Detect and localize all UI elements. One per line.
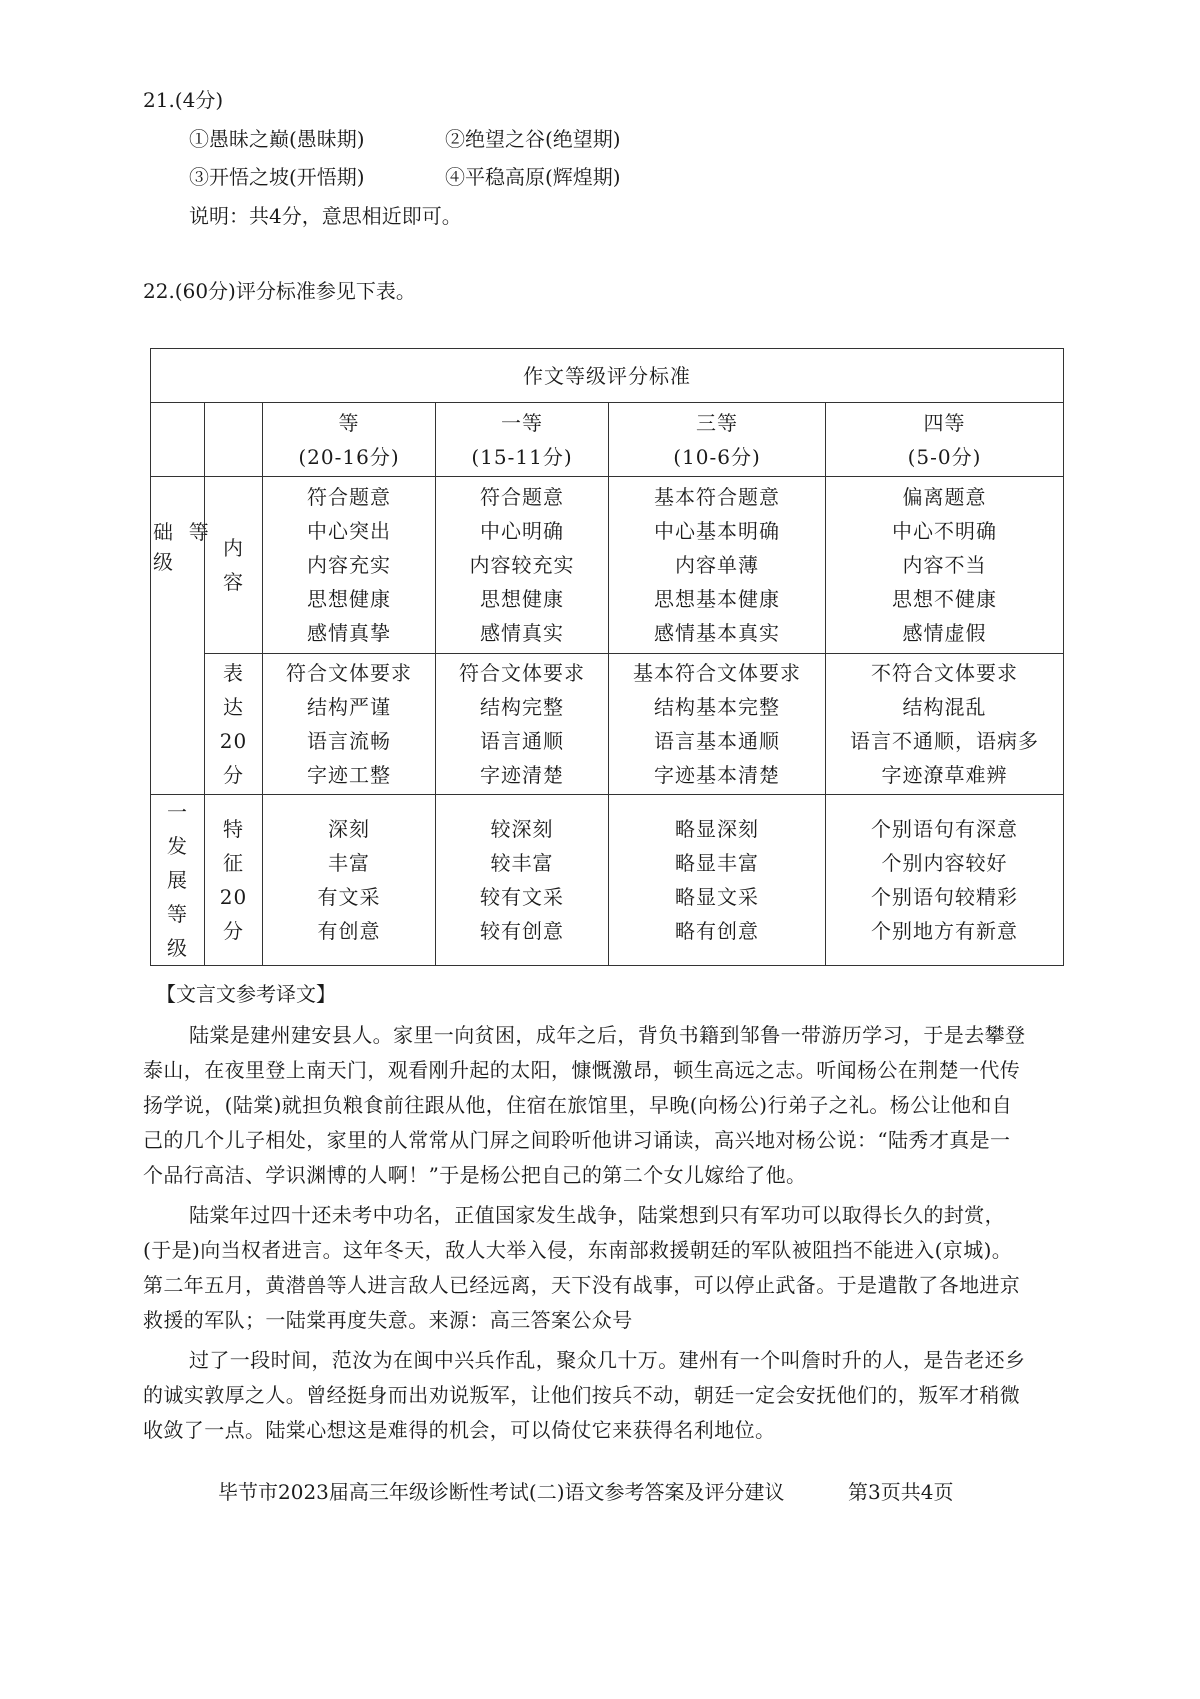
q21-item: ③开悟之坡(开悟期) xyxy=(189,165,365,189)
level-name: 三等 xyxy=(696,410,738,435)
label-char: 级 xyxy=(167,936,188,960)
content-cell xyxy=(826,477,1064,654)
level-range: (10-6分) xyxy=(673,444,761,469)
expression-cell xyxy=(609,654,826,795)
translation-line: 陆棠是建州建安县人。家里一向贫困，成年之后，背负书籍到邹鲁一带游历学习，于是去攀登 xyxy=(189,1023,1026,1047)
cell-line: 思想不健康 xyxy=(892,587,998,611)
cell-line: 符合文体要求 xyxy=(459,661,585,685)
label-char: 内 xyxy=(223,536,244,560)
translation-line: 己的几个儿子相处，家里的人常常从门屏之间聆听他讲习诵读，高兴地对杨公说：“陆秀才真是一 xyxy=(143,1128,1011,1152)
translation-line: 过了一段时间，范汝为在闽中兴兵作乱，聚众几十万。建州有一个叫詹时升的人，是告老还乡 xyxy=(189,1348,1026,1372)
level-header xyxy=(609,403,826,477)
cell-line: 思想健康 xyxy=(480,587,564,611)
cell-line: 符合文体要求 xyxy=(286,661,412,685)
cell-line: 基本符合题意 xyxy=(654,485,780,509)
label-char: 展 xyxy=(167,868,188,892)
basic-level-text: 础 等 xyxy=(153,520,210,544)
cell-line: 基本符合文体要求 xyxy=(633,661,801,685)
header-empty-cell xyxy=(205,403,263,477)
q22-heading: 22.(60分)评分标准参见下表。 xyxy=(143,279,416,303)
cell-line: 感情真实 xyxy=(480,621,564,645)
cell-line: 字迹清楚 xyxy=(480,763,564,787)
cell-line: 深刻 xyxy=(328,817,370,841)
label-char: 一 xyxy=(167,800,188,824)
cell-line: 感情虚假 xyxy=(902,621,987,645)
label-char: 20 xyxy=(219,885,248,909)
cell-line: 感情基本真实 xyxy=(654,621,780,645)
cell-line: 思想基本健康 xyxy=(654,587,780,611)
translation-heading: 【文言文参考译文】 xyxy=(156,982,336,1006)
cell-line: 字迹基本清楚 xyxy=(654,763,780,787)
translation-line: 陆棠年过四十还未考中功名，正值国家发生战争，陆棠想到只有军功可以取得长久的封赏， xyxy=(189,1203,1005,1227)
cell-line: 较深刻 xyxy=(490,817,554,841)
cell-line: 有文采 xyxy=(317,885,381,909)
cell-line: 符合题意 xyxy=(307,485,391,509)
translation-line: 救援的军队；一陆棠再度失意。来源：高三答案公众号 xyxy=(143,1308,633,1332)
cell-line: 中心明确 xyxy=(480,519,564,543)
level-header xyxy=(263,403,436,477)
cell-line: 字迹潦草难辨 xyxy=(881,763,1008,787)
cell-line: 略显深刻 xyxy=(675,817,759,841)
label-char: 表 xyxy=(223,661,244,685)
level-range: (5-0分) xyxy=(907,444,982,469)
label-char: 特 xyxy=(223,817,244,841)
cell-line: 思想健康 xyxy=(307,587,391,611)
cell-line: 略显文采 xyxy=(675,885,759,909)
cell-line: 较丰富 xyxy=(490,851,554,875)
level-range: (15-11分) xyxy=(471,444,573,469)
basic-level-text: 级 xyxy=(153,550,174,574)
level-name: 一等 xyxy=(501,410,543,435)
cell-line: 感情真挚 xyxy=(307,621,391,645)
cell-line: 有创意 xyxy=(317,919,381,943)
cell-line: 偏离题意 xyxy=(902,485,987,509)
q21-heading: 21.(4分) xyxy=(143,88,224,112)
expression-label xyxy=(205,654,263,795)
feature-cell xyxy=(609,795,826,966)
cell-line: 不符合文体要求 xyxy=(871,661,1019,685)
feature-label xyxy=(205,795,263,966)
translation-line: 收敛了一点。陆棠心想这是难得的机会，可以倚仗它来获得名利地位。 xyxy=(143,1418,776,1442)
cell-line: 个别语句较精彩 xyxy=(871,885,1019,909)
label-char: 发 xyxy=(167,834,188,858)
label-char: 分 xyxy=(223,763,244,787)
label-char: 征 xyxy=(223,851,244,875)
content-cell xyxy=(609,477,826,654)
cell-line: 中心突出 xyxy=(307,519,391,543)
cell-line: 略有创意 xyxy=(675,919,759,943)
cell-line: 字迹工整 xyxy=(307,763,391,787)
content-cell xyxy=(436,477,609,654)
cell-line: 符合题意 xyxy=(480,485,564,509)
cell-line: 内容不当 xyxy=(902,553,987,577)
q21-item: ④平稳高原(辉煌期) xyxy=(445,165,621,189)
q21-note: 说明：共4分，意思相近即可。 xyxy=(189,204,462,228)
label-char: 等 xyxy=(167,902,188,926)
footer-title: 毕节市2023届高三年级诊断性考试(二)语文参考答案及评分建议 xyxy=(218,1480,785,1504)
cell-line: 内容较充实 xyxy=(469,553,575,577)
cell-line: 语言基本通顺 xyxy=(654,729,780,753)
cell-line: 中心不明确 xyxy=(892,519,998,543)
translation-line: 扬学说，(陆棠)就担负粮食前往跟从他，住宿在旅馆里，早晚(向杨公)行弟子之礼。杨公让他和自 xyxy=(143,1093,1013,1117)
label-char: 分 xyxy=(223,919,244,943)
feature-cell xyxy=(263,795,436,966)
level-name: 四等 xyxy=(923,410,966,435)
cell-line: 略显丰富 xyxy=(675,851,759,875)
feature-cell xyxy=(436,795,609,966)
level-name: 等 xyxy=(338,410,360,435)
cell-line: 结构完整 xyxy=(480,695,564,719)
expression-cell xyxy=(826,654,1064,795)
cell-line: 语言流畅 xyxy=(307,729,391,753)
header-empty-cell xyxy=(151,403,205,477)
cell-line: 内容单薄 xyxy=(675,553,759,577)
cell-line: 语言通顺 xyxy=(480,729,564,753)
basic-level-label xyxy=(151,477,210,795)
translation-line: (于是)向当权者进言。这年冬天，敌人大举入侵，东南部救援朝廷的军队被阻挡不能进入(京城)。 xyxy=(143,1238,1013,1262)
cell-line: 中心基本明确 xyxy=(654,519,780,543)
cell-line: 结构严谨 xyxy=(307,695,391,719)
translation-line: 第二年五月，黄潜兽等人进言敌人已经远离，天下没有战事，可以停止武备。于是遣散了各地进京 xyxy=(143,1273,1021,1297)
cell-line: 语言不通顺，语病多 xyxy=(850,729,1040,753)
feature-cell xyxy=(826,795,1064,966)
grading-table xyxy=(150,348,1064,966)
label-char: 20 xyxy=(219,729,248,753)
expression-cell xyxy=(436,654,609,795)
development-level-label xyxy=(151,795,205,966)
q21-item: ②绝望之谷(绝望期) xyxy=(445,127,621,151)
content-cell xyxy=(263,477,436,654)
cell-line: 较有文采 xyxy=(480,885,564,909)
cell-line: 个别地方有新意 xyxy=(871,919,1019,943)
level-range: (20-16分) xyxy=(298,444,400,469)
translation-line: 个品行高洁、学识渊博的人啊！”于是杨公把自己的第二个女儿嫁给了他。 xyxy=(143,1163,807,1187)
cell-line: 结构基本完整 xyxy=(654,695,780,719)
cell-line: 个别语句有深意 xyxy=(871,817,1019,841)
label-char: 容 xyxy=(223,570,244,594)
table-title: 作文等级评分标准 xyxy=(151,349,1064,403)
cell-line: 个别内容较好 xyxy=(881,851,1008,875)
level-header xyxy=(826,403,1064,477)
cell-line: 结构混乱 xyxy=(902,695,987,719)
translation-line: 泰山，在夜里登上南天门，观看刚升起的太阳，慷慨激昂，顿生高远之志。听闻杨公在荆楚一代传 xyxy=(143,1058,1021,1082)
cell-line: 丰富 xyxy=(328,851,370,875)
cell-line: 内容充实 xyxy=(307,553,391,577)
cell-line: 较有创意 xyxy=(480,919,564,943)
level-header xyxy=(436,403,609,477)
footer-page-number: 第3页共4页 xyxy=(848,1480,954,1504)
translation-line: 的诚实敦厚之人。曾经挺身而出劝说叛军，让他们按兵不动，朝廷一定会安抚他们的，叛军才稍微 xyxy=(143,1383,1021,1407)
label-char: 达 xyxy=(223,695,244,719)
content-label xyxy=(205,477,263,654)
expression-cell xyxy=(263,654,436,795)
q21-item: ①愚昧之巅(愚昧期) xyxy=(189,127,365,151)
